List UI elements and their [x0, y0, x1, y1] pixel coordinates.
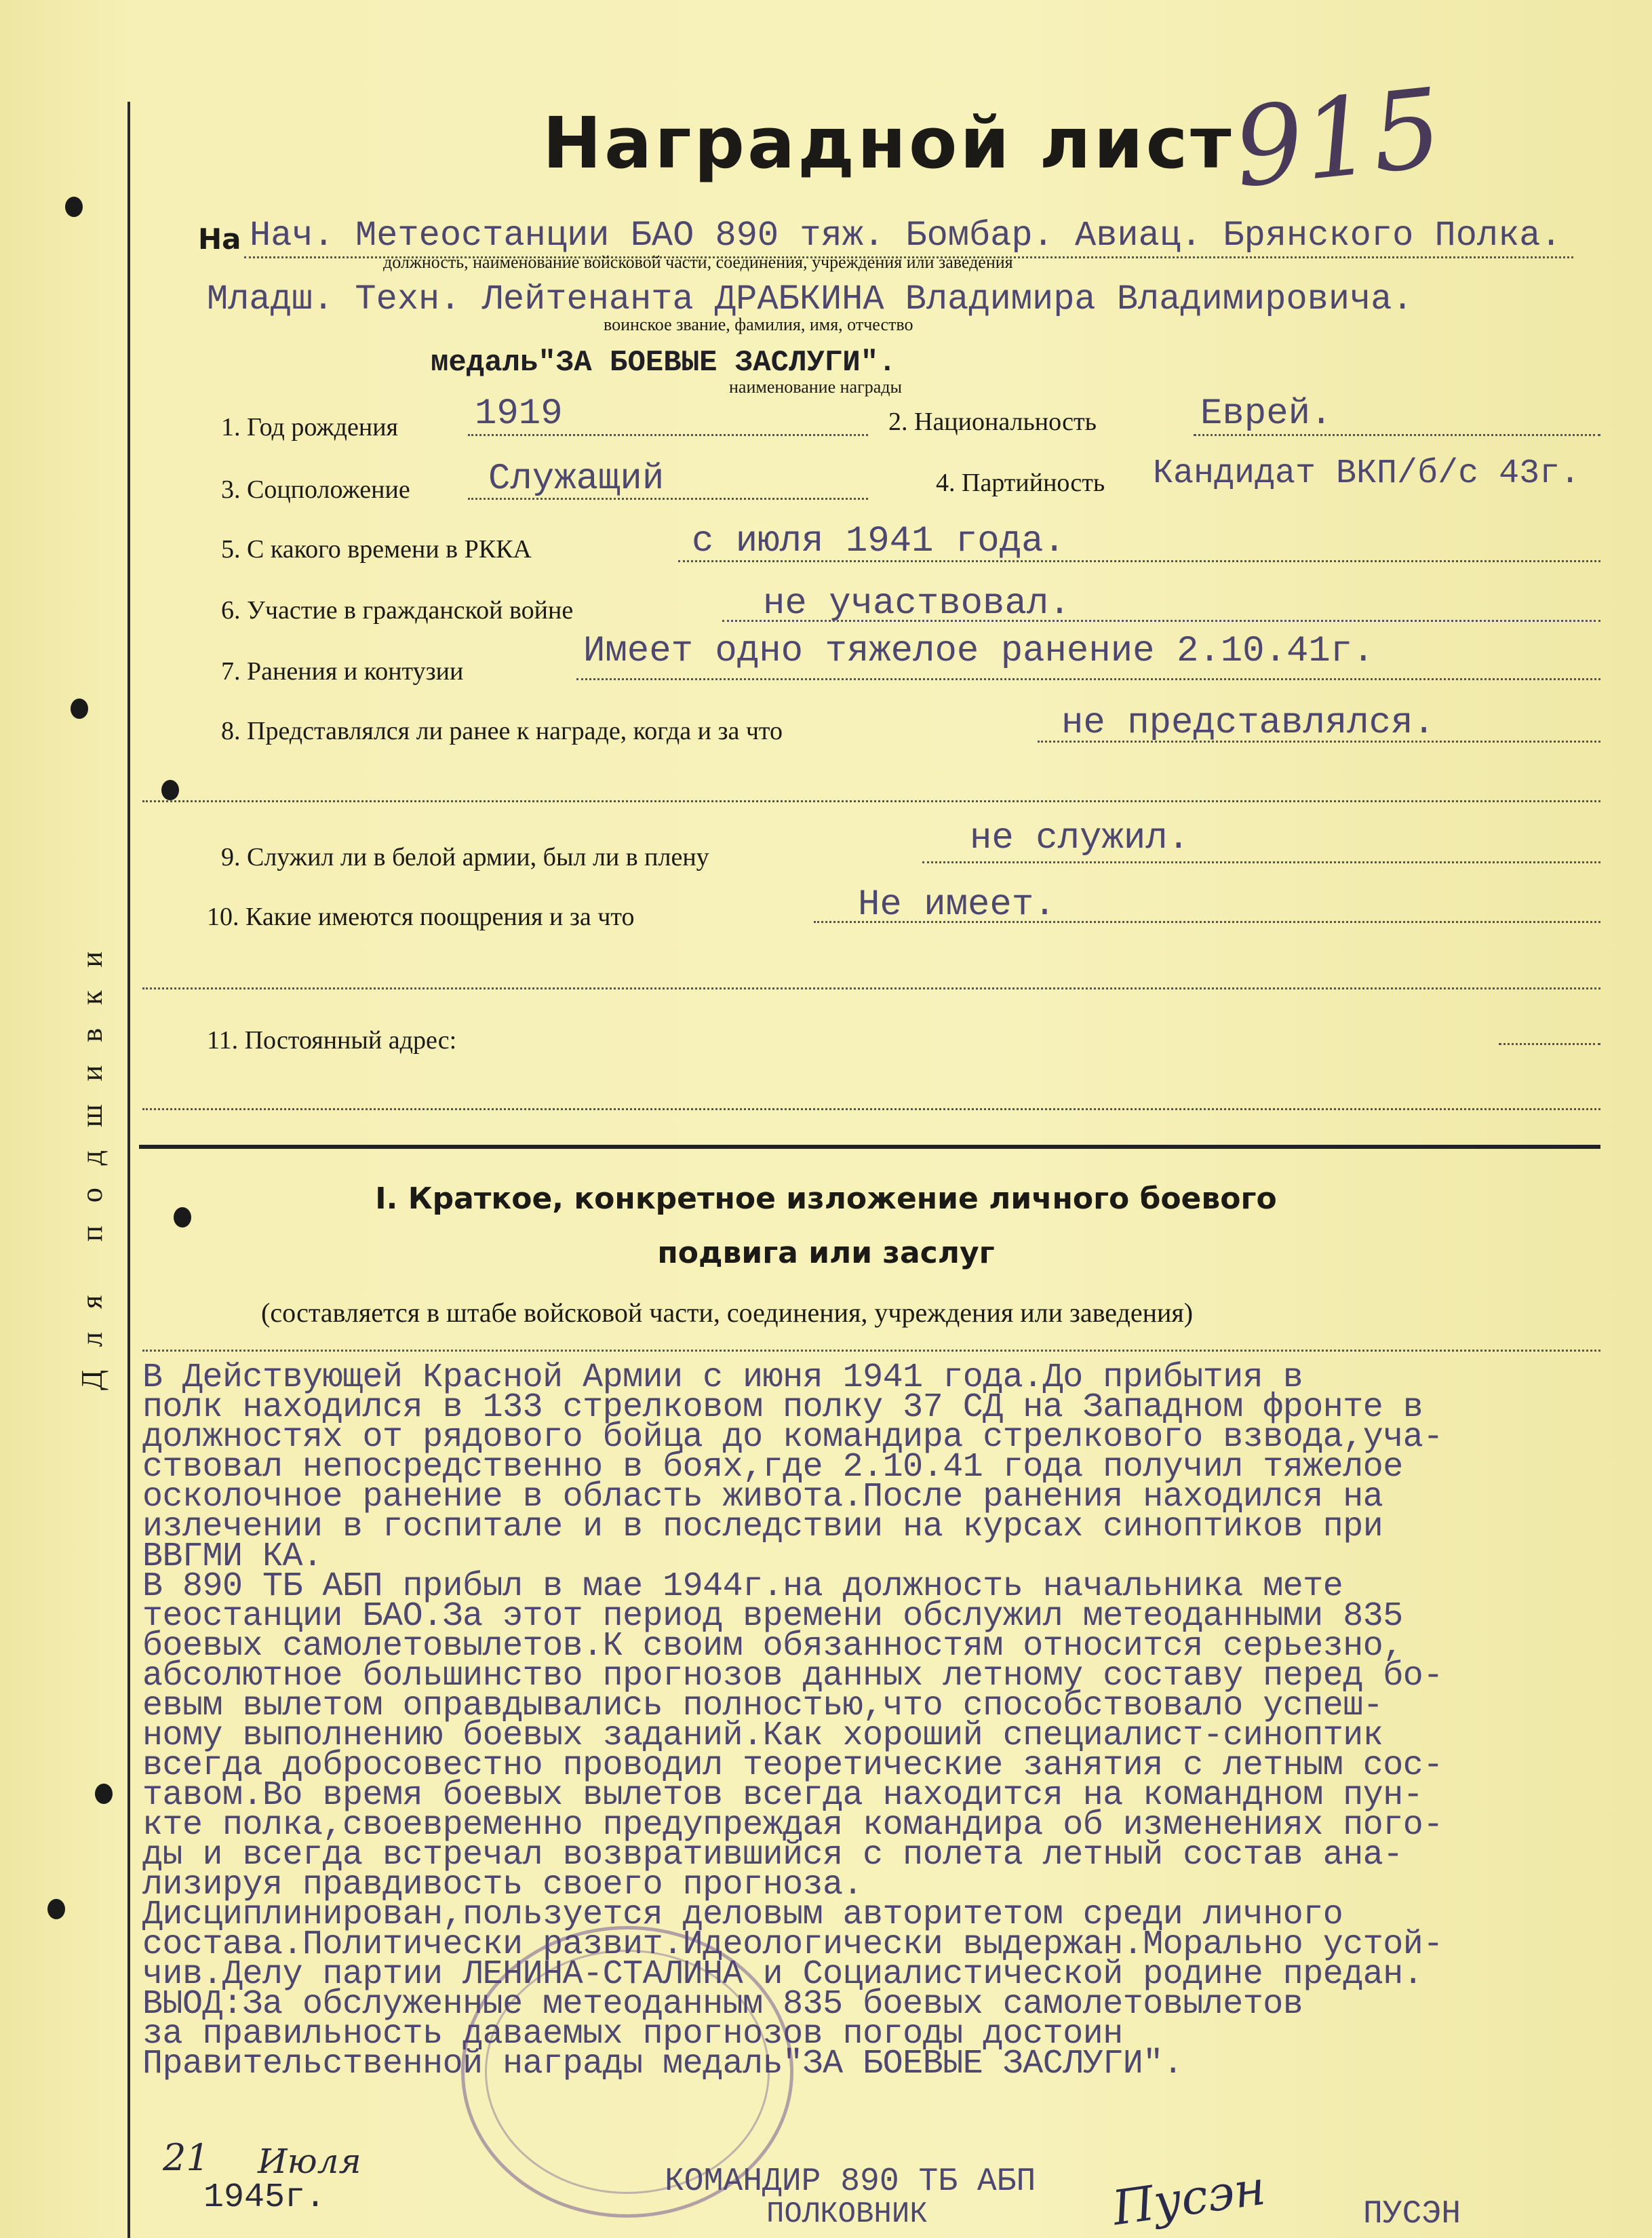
social-status-value: Служащий [488, 458, 665, 500]
narrative-line: ВВГМИ КА. [142, 1537, 323, 1576]
field-dotline [468, 498, 868, 500]
narrative-line: чив.Делу партии ЛЕНИНА-СТАЛИНА и Социалистической родине предан. [142, 1955, 1423, 1994]
field-dotline [576, 678, 1600, 680]
white-army-label: 9. Служил ли в белой армии, был ли в плену [221, 843, 709, 871]
section1-title-line1: I. Краткое, конкретное изложение личного боевого [375, 1181, 1277, 1216]
field-dotline [722, 620, 1600, 622]
narrative-line: евым вылетом оправдывались полностью,что способствовало успеш- [142, 1687, 1383, 1725]
field-dotline [1038, 741, 1600, 743]
previous-awards-label: 8. Представлялся ли ранее к награде, когда и за что [221, 717, 783, 745]
narrative-line: Дисциплинирован,пользуется деловым авторитетом среди личного [142, 1896, 1343, 1934]
narrative-line: В Действующей Красной Армии с июня 1941 года.До прибытия в [142, 1358, 1303, 1397]
handwritten-number: 915 [1228, 64, 1448, 212]
white-army-value: не служил. [970, 818, 1190, 859]
binding-hole [71, 699, 88, 719]
wounds-label: 7. Ранения и контузии [221, 657, 464, 686]
social-status-label: 3. Соцположение [221, 475, 410, 504]
narrative-line: за правильность даваемых прогнозов погоды достоин [142, 2015, 1123, 2054]
narrative-line: ному выполнению боевых заданий.Как хороший специалист-синоптик [142, 1716, 1383, 1755]
section1-subtitle: (составляется в штабе войсковой части, соединения, учреждения или заведения) [261, 1297, 1194, 1328]
field-dotline [142, 987, 1600, 989]
name-value: Младш. Техн. Лейтенанта ДРАБКИНА Владимира Владимировича. [207, 279, 1413, 319]
field-dotline [1194, 434, 1600, 436]
narrative-line: осколочное ранение в область живота.После ранения находился на [142, 1478, 1383, 1516]
commander-signature: Пусэн [1109, 2159, 1269, 2237]
narrative-line: ствовал непосредственно в боях,где 2.10.41 года получил тяжелое [142, 1448, 1403, 1487]
narrative-line: всегда добросовестно проводил теоретические занятия с летным сос- [142, 1746, 1443, 1785]
field-dotline [922, 861, 1600, 863]
commander-title: КОМАНДИР 890 ТБ АБП [665, 2163, 1036, 2200]
position-caption: должность, наименование войсковой части, соединения, учреждения или заведения [383, 252, 1013, 272]
nationality-value: Еврей. [1200, 393, 1333, 435]
binding-hole [161, 780, 179, 800]
binding-hole [47, 1899, 65, 1919]
narrative-line: боевых самолетовылетов.К своим обязанностям относится серьезно, [142, 1627, 1403, 1666]
narrative-line: тавом.Во время боевых вылетов всегда находится на командном пун- [142, 1776, 1423, 1815]
party-value: Кандидат ВКП/б/с 43г. [1153, 454, 1581, 493]
narrative-line: В 890 ТБ АБП прибыл в мае 1944г.на должность начальника мете [142, 1567, 1343, 1606]
binding-margin-line [127, 102, 130, 2238]
field-dotline [142, 1108, 1600, 1110]
narrative-line: Правительственной награды медаль"ЗА БОЕВЫЕ ЗАСЛУГИ". [142, 2045, 1183, 2083]
section1-title-line2: подвига или заслуг [657, 1236, 995, 1270]
rkka-since-value: с июля 1941 года. [692, 521, 1065, 562]
narrative-line: полк находился в 133 стрелковом полку 37 СД на Западном фронте в [142, 1388, 1423, 1427]
narrative-line: должностях от рядового бойца до командира стрелкового взвода,уча- [142, 1418, 1443, 1457]
narrative-line: теостанции БАО.За этот период времени обслужил метеоданными 835 [142, 1597, 1403, 1636]
narrative-line: абсолютное большинство прогнозов данных летному составу перед бо- [142, 1657, 1443, 1695]
civil-war-value: не участвовал. [763, 583, 1071, 625]
date-day: 21 [163, 2136, 210, 2179]
rkka-since-label: 5. С какого времени в РККА [221, 535, 532, 564]
date-month: Июля [258, 2142, 361, 2181]
narrative-line: состава.Политически развит.Идеологически выдержан.Морально устой- [142, 1925, 1443, 1964]
narrative-line: ВЫОД:За обслуженные метеоданным 835 боевых самолетовылетов [142, 1985, 1303, 2024]
narrative-line: лизируя правдивость своего прогноза. [142, 1866, 863, 1904]
commander-rank: ПОЛКОВНИК [766, 2197, 928, 2231]
section1-dotline [142, 1350, 1600, 1352]
narrative-line: кте полка,своевременно предупреждая командира об изменениях пого- [142, 1806, 1443, 1845]
nationality-label: 2. Национальность [888, 408, 1097, 436]
field-dotline [468, 434, 868, 436]
section-divider [139, 1145, 1600, 1149]
binding-hole [95, 1784, 113, 1804]
birth-year-value: 1919 [475, 393, 563, 435]
field-dotline [1499, 1043, 1600, 1045]
position-value: Нач. Метеостанции БАО 890 тяж. Бомбар. Авиац. Брянского Полка. [250, 216, 1562, 256]
narrative-text [142, 1358, 1634, 2083]
field-dotline [678, 560, 1600, 562]
previous-awards-value: не представлялся. [1061, 703, 1435, 744]
address-label: 11. Постоянный адрес: [207, 1026, 457, 1055]
wounds-value: Имеет одно тяжелое ранение 2.10.41г. [583, 631, 1375, 672]
date-year: 1945г. [203, 2178, 326, 2217]
narrative-line: ды и всегда встречал возвратившийся с полета летный состав ана- [142, 1836, 1403, 1874]
na-label: На [198, 222, 241, 256]
binding-hole [65, 197, 83, 217]
name-caption: воинское звание, фамилия, имя, отчество [604, 315, 913, 334]
birth-year-label: 1. Год рождения [221, 413, 399, 441]
party-label: 4. Партийность [936, 469, 1105, 497]
binding-margin-caption: Для подшивки [75, 928, 109, 1390]
narrative-line: излечении в госпитале и в последствии на курсах синоптиков при [142, 1508, 1383, 1546]
document-title: Наградной лист [543, 102, 1234, 184]
field-dotline [142, 800, 1600, 802]
award-value: медаль"ЗА БОЕВЫЕ ЗАСЛУГИ". [431, 346, 897, 380]
award-caption: наименование награды [729, 377, 902, 397]
field-dotline [814, 921, 1600, 923]
civil-war-label: 6. Участие в гражданской войне [221, 596, 574, 625]
commander-name: ПУСЭН [1363, 2196, 1461, 2233]
encouragements-value: Не имеет. [858, 884, 1056, 926]
encouragements-label: 10. Какие имеются поощрения и за что [207, 903, 635, 931]
